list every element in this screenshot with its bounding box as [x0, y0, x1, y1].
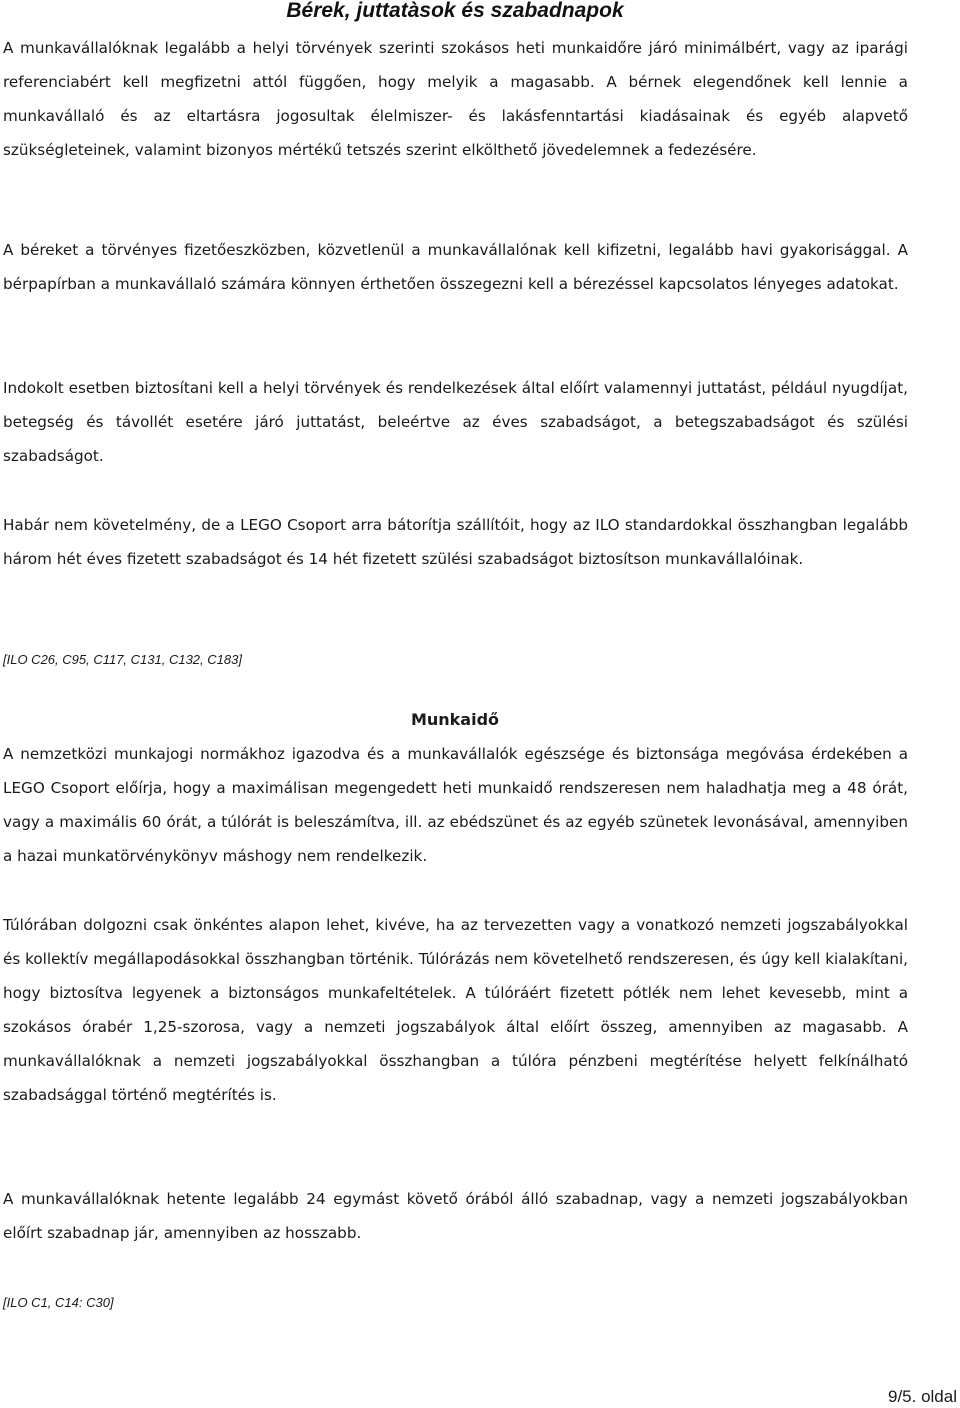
hours-paragraph-2: Túlórában dolgozni csak önkéntes alapon lehet, kivéve, ha az tervezetten vagy a vonatkozó nemzeti jogszabályokkal és kollektív megállapodásokkal összhangban történik. Túlórázás nem követelhető rendszeresen, és úgy kell kialakítani, hogy biztosítva legyenek a biztonságos munkafeltételek. A túlóráért fizetett pótlék nem lehet kevesebb, mint a szokásos órabér 1,25-szorosa, vagy a nemzeti jogszabályok által előírt összeg, amennyiben az magasabb. A munkavállalóknak a nemzeti jogszabályokkal összhangban a túlóra pénzbeni megtérítése helyett felkínálható szabadsággal történő megtérítés is.	[3, 916, 908, 1104]
hours-paragraph-3: A munkavállalóknak hetente legalább 24 egymást követő órából álló szabadnap, vagy a nemzeti jogszabályokban előírt szabadnap jár, amennyiben az hosszabb.	[3, 1190, 908, 1242]
wages-paragraph-4: Habár nem követelmény, de a LEGO Csoport arra bátorítja szállítóit, hogy az ILO standardokkal összhangban legalább három hét éves fizetett szabadságot és 14 hét fizetett szülési szabadságot biztosítson munkavállalóinak.	[3, 516, 908, 568]
page-number: 9/5. oldal	[888, 1387, 957, 1406]
ilo-reference-wages: [ILO C26, C95, C117, C131, C132, C183]	[3, 652, 242, 667]
hours-paragraph-1: A nemzetközi munkajogi normákhoz igazodva és a munkavállalók egészsége és biztonsága megóvása érdekében a LEGO Csoport előírja, hogy a maximálisan megengedett heti munkaidő rendszeresen nem haladhatja meg a 48 órát, vagy a maximális 60 órát, a túlórát is beleszámítva, ill. az ebédszünet és az egyéb szünetek levonásával, amennyiben a hazai munkatörvénykönyv máshogy nem rendelkezik.	[3, 745, 908, 865]
ilo-reference-hours: [ILO C1, C14: C30]	[3, 1295, 114, 1310]
section-heading-working-hours: Munkaidő	[410, 710, 500, 729]
wages-paragraph-2: A béreket a törvényes fizetőeszközben, közvetlenül a munkavállalónak kell kifizetni, legalább havi gyakorisággal. A bérpapírban a munkavállaló számára könnyen érthetően összegezni kell a bérezéssel kapcsolatos lényeges adatokat.	[3, 241, 908, 293]
page-title: Bérek, juttatàsok és szabadnapok	[286, 0, 624, 22]
wages-paragraph-1: A munkavállalóknak legalább a helyi törvények szerinti szokásos heti munkaidőre járó minimálbért, vagy az iparági referenciabért kell megfizetni attól függően, hogy melyik a magasabb. A bérnek elegendőnek kell lennie a munkavállaló és az eltartásra jogosultak élelmiszer- és lakásfenntartási kiadásainak és egyéb alapvető szükségleteinek, valamint bizonyos mértékű tetszés szerint elkölthető jövedelemnek a fedezésére.	[3, 39, 908, 159]
wages-paragraph-3: Indokolt esetben biztosítani kell a helyi törvények és rendelkezések által előírt valamennyi juttatást, például nyugdíjat, betegség és távollét esetére járó juttatást, beleértve az éves szabadságot, a betegszabadságot és szülési szabadságot.	[3, 379, 908, 465]
